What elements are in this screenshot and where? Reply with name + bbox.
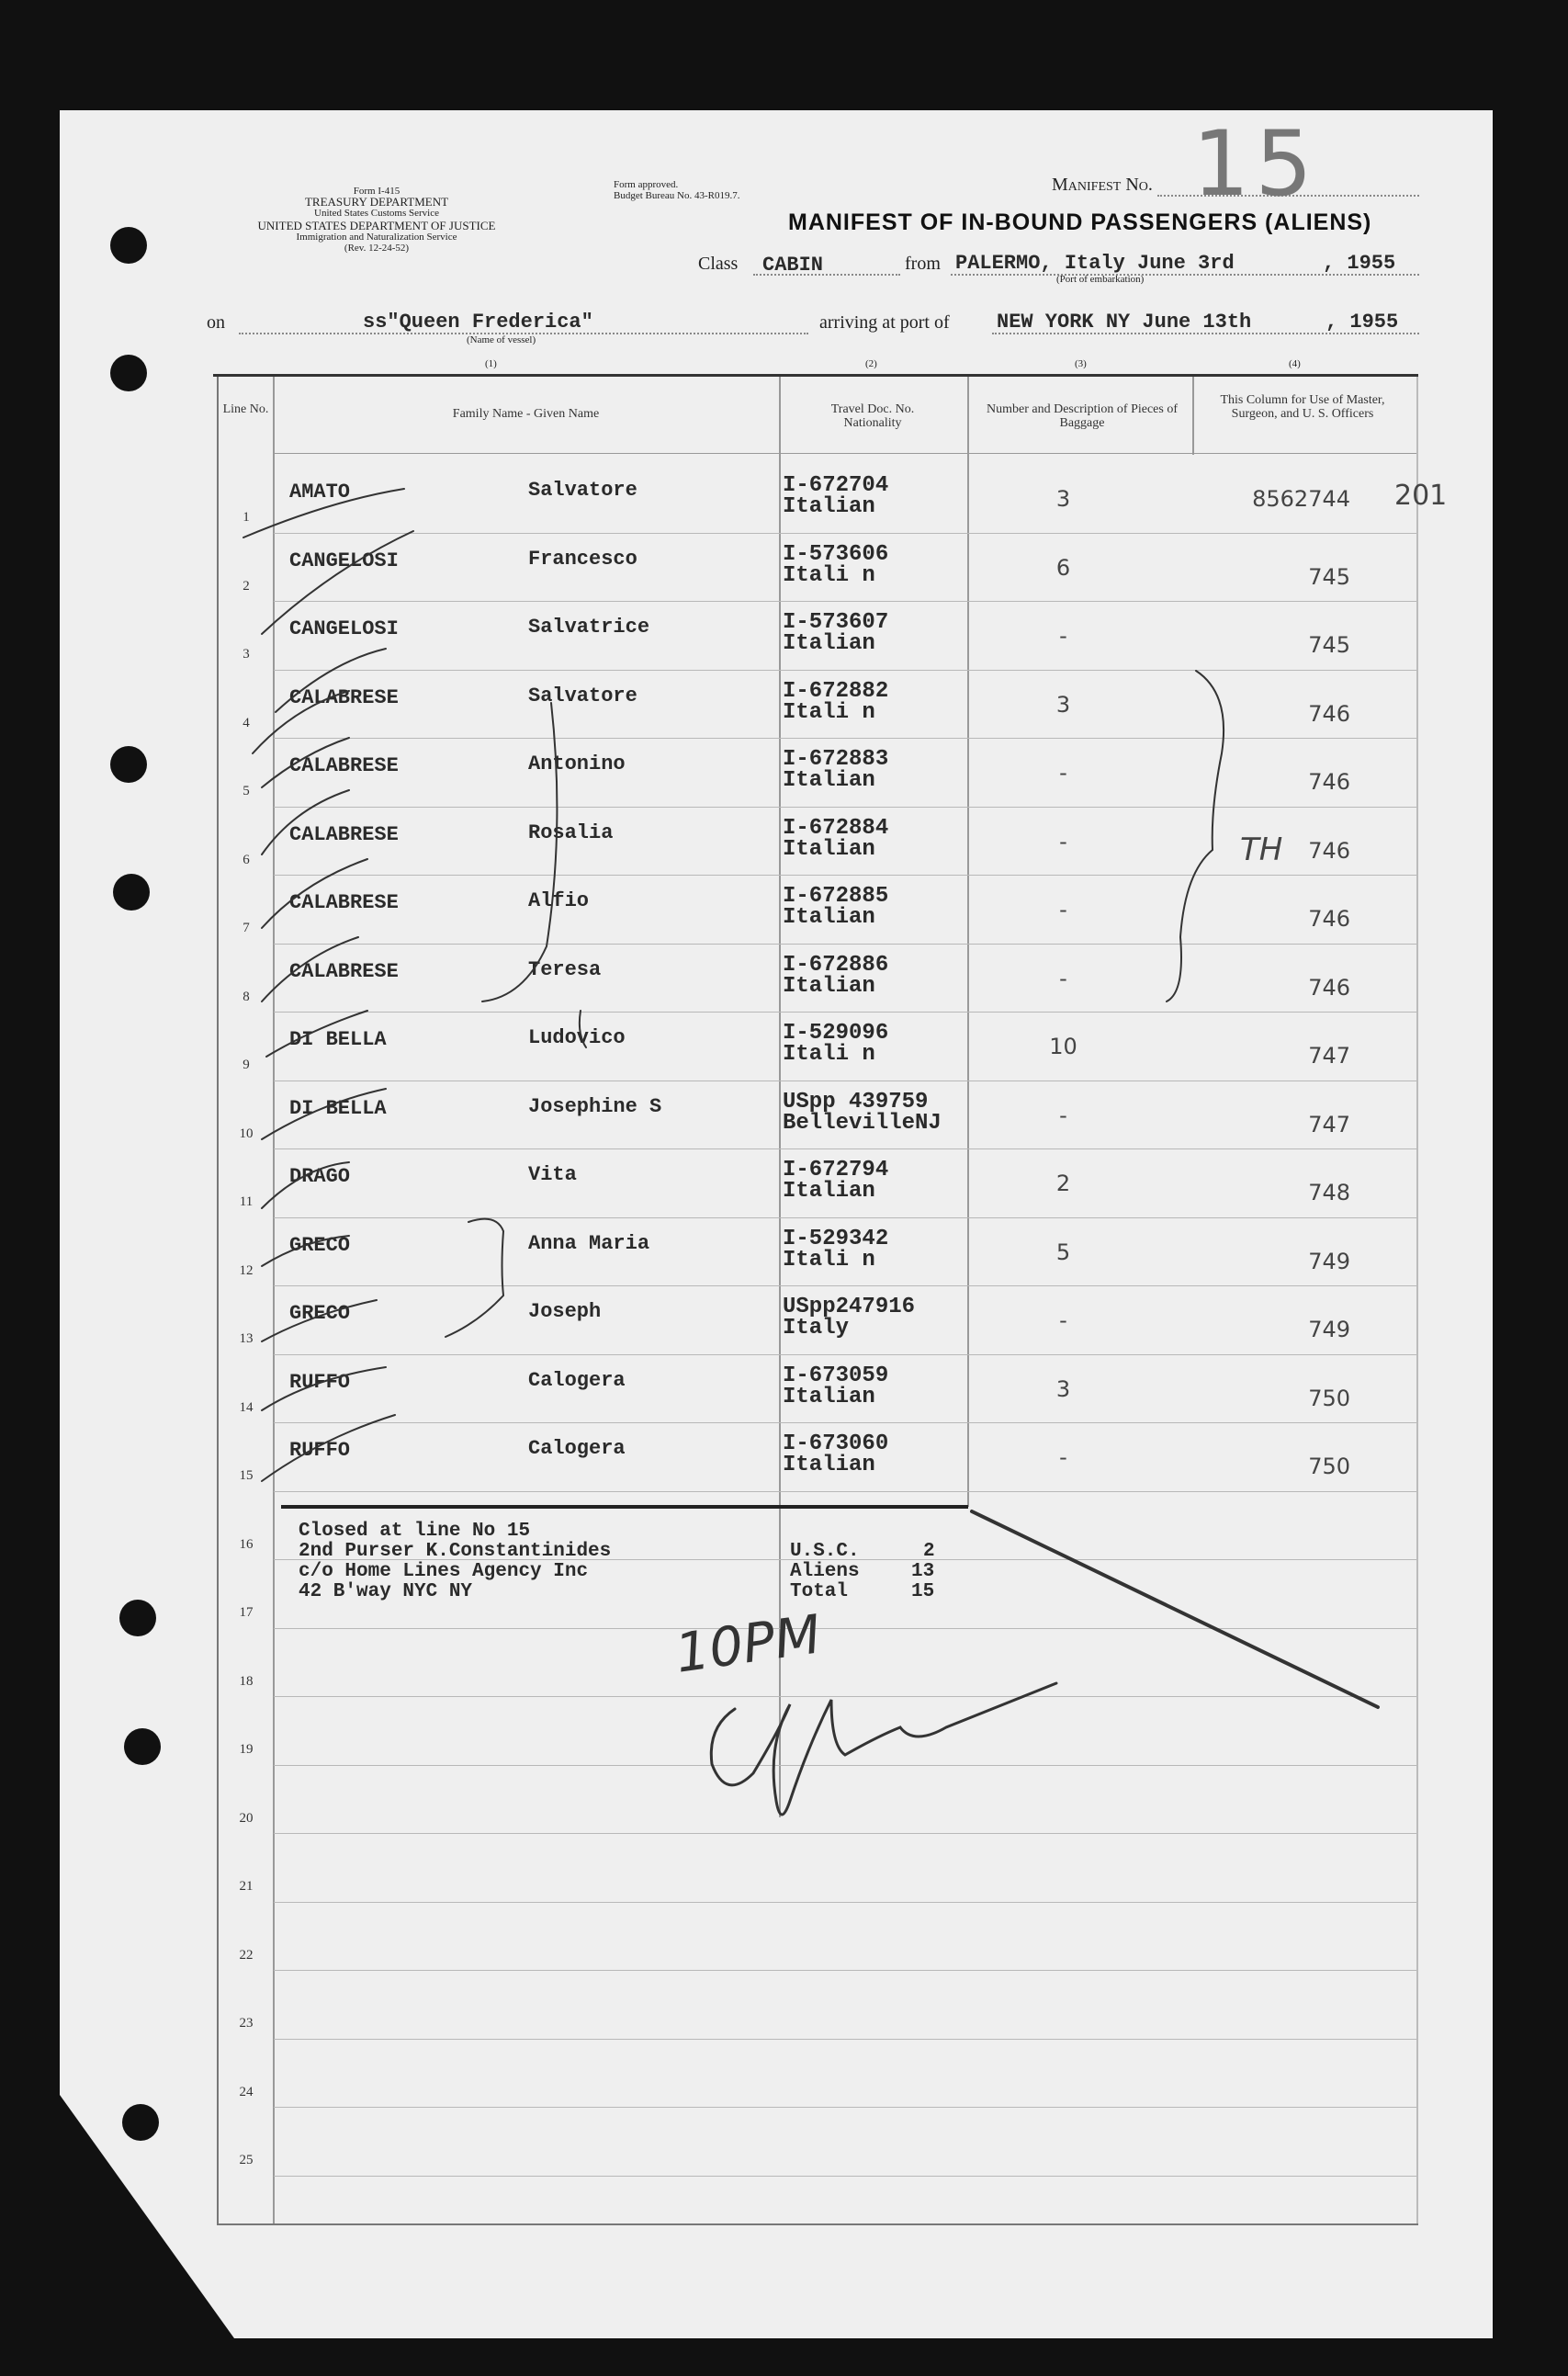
check-mark	[262, 1415, 395, 1481]
col-head-doc: Travel Doc. No. Nationality	[830, 402, 915, 430]
officer-entry: 746	[1308, 769, 1350, 795]
family-name: DI BELLA	[289, 1097, 387, 1120]
arriving-value: NEW YORK NY June 13th	[997, 311, 1252, 334]
officer-entry: 745	[1308, 632, 1350, 658]
baggage-count: -	[1059, 623, 1067, 649]
family-name: DRAGO	[289, 1165, 351, 1188]
form-approved: Form approved.	[614, 179, 679, 190]
form-revision: (Rev. 12-24-52)	[344, 243, 410, 254]
closing-line-3: c/o Home Lines Agency Inc	[299, 1561, 589, 1582]
travel-doc-number: I-672886	[783, 953, 889, 978]
col-head-name: Family Name - Given Name	[452, 407, 600, 421]
bracket-note: TH	[1240, 832, 1283, 868]
line-number: 11	[239, 1194, 254, 1209]
baggage-count: 6	[1055, 555, 1071, 581]
travel-doc-number: I-672704	[783, 473, 889, 498]
given-name: Alfio	[528, 889, 590, 912]
officer-entry: 750	[1308, 1386, 1350, 1411]
aliens-label: Aliens	[790, 1561, 860, 1582]
usc-value: 2	[923, 1541, 935, 1562]
baggage-count: -	[1059, 1444, 1067, 1470]
baggage-count: 3	[1055, 1376, 1071, 1402]
customs-service: United States Customs Service	[314, 208, 439, 219]
travel-doc-number: I-573606	[783, 542, 889, 567]
nationality: Itali n	[783, 563, 875, 588]
travel-doc-number: I-672882	[783, 679, 889, 704]
family-name: CANGELOSI	[289, 617, 399, 640]
line-number: 21	[239, 1879, 254, 1894]
vessel-caption: (Name of vessel)	[467, 334, 536, 345]
nationality: Italian	[783, 837, 875, 862]
manifest-no-label: Manifest No.	[1052, 175, 1153, 195]
check-mark	[262, 937, 358, 1001]
line-number: 9	[243, 1058, 250, 1072]
check-mark	[262, 1367, 386, 1410]
given-name: Calogera	[528, 1369, 626, 1392]
family-name: DI BELLA	[289, 1028, 387, 1051]
check-mark	[262, 531, 413, 634]
check-mark	[262, 790, 349, 854]
nationality: Italian	[783, 1453, 875, 1477]
col-head-baggage: Number and Description of Pieces of Baggage	[987, 402, 1178, 430]
family-bracket	[580, 1011, 586, 1047]
from-value: PALERMO, Italy June 3rd	[955, 252, 1235, 275]
given-name: Teresa	[528, 958, 602, 981]
baggage-count: 2	[1055, 1171, 1071, 1196]
travel-doc-number: I-672884	[783, 816, 889, 841]
usc-label: U.S.C.	[790, 1541, 860, 1562]
given-name: Antonino	[528, 752, 626, 775]
from-label: from	[905, 254, 941, 274]
baggage-count: -	[1059, 897, 1067, 922]
line-number: 20	[239, 1811, 254, 1826]
line-number: 23	[239, 2016, 254, 2031]
closing-line-4: 42 B'way NYC NY	[299, 1581, 473, 1602]
check-mark	[266, 1011, 367, 1057]
col-head-line: Line No.	[222, 402, 269, 416]
nationality: Itali n	[783, 700, 875, 725]
travel-doc-number: I-672794	[783, 1158, 889, 1182]
line-number: 15	[239, 1468, 254, 1483]
given-name: Salvatrice	[528, 616, 650, 639]
col-num-3: (3)	[1075, 358, 1087, 369]
given-name: Salvatore	[528, 479, 637, 502]
travel-doc-number: I-529096	[783, 1021, 889, 1046]
baggage-count: -	[1059, 829, 1067, 854]
check-mark	[262, 1236, 349, 1266]
given-name: Josephine S	[528, 1095, 662, 1118]
travel-doc-number: USpp 439759	[783, 1090, 929, 1114]
officer-entry: 749	[1308, 1249, 1350, 1274]
line-number: 6	[243, 853, 250, 867]
family-name: CALABRESE	[289, 823, 399, 846]
officer-entry: 746	[1308, 838, 1350, 864]
travel-doc-number: I-673059	[783, 1363, 889, 1388]
baggage-count: 3	[1055, 486, 1071, 512]
travel-doc-number: I-672883	[783, 747, 889, 772]
family-bracket	[482, 703, 557, 1001]
line-number: 10	[239, 1126, 254, 1141]
family-name: CALABRESE	[289, 891, 399, 914]
family-name: CALABRESE	[289, 686, 399, 709]
travel-doc-number: I-529342	[783, 1227, 889, 1251]
family-name: CALABRESE	[289, 754, 399, 777]
nationality: Itali n	[783, 1248, 875, 1273]
line-number: 18	[239, 1674, 254, 1689]
baggage-count: -	[1059, 760, 1067, 786]
nationality: Italian	[783, 1179, 875, 1204]
travel-doc-number: I-573607	[783, 610, 889, 635]
col-num-1: (1)	[485, 358, 497, 369]
line-number: 4	[243, 716, 250, 730]
family-name: GRECO	[289, 1234, 351, 1257]
aliens-value: 13	[911, 1561, 935, 1582]
nationality: Italian	[783, 494, 875, 519]
family-name: GRECO	[289, 1302, 351, 1325]
baggage-bracket	[1167, 671, 1224, 1001]
manifest-number: 15	[1192, 112, 1318, 217]
line-number: 8	[243, 990, 250, 1004]
given-name: Anna Maria	[528, 1232, 650, 1255]
cancel-line	[972, 1511, 1378, 1707]
check-mark	[276, 649, 386, 712]
baggage-count: -	[1059, 1103, 1067, 1128]
handwritten-time: 10PM	[671, 1602, 825, 1685]
family-name: RUFFO	[289, 1439, 351, 1462]
nationality: Italian	[783, 768, 875, 793]
line-number: 25	[239, 2153, 254, 2167]
arriving-label: arriving at port of	[819, 312, 950, 333]
check-mark	[262, 859, 367, 928]
officer-entry: 746	[1308, 906, 1350, 932]
officer-entry: 747	[1308, 1043, 1350, 1069]
port-embarkation-caption: (Port of embarkation)	[1056, 274, 1145, 285]
given-name: Joseph	[528, 1300, 602, 1323]
line-number: 19	[239, 1742, 254, 1757]
officer-entry: 749	[1308, 1317, 1350, 1342]
on-label: on	[207, 312, 225, 333]
vessel-name: ss"Queen Frederica"	[363, 311, 593, 334]
arriving-year: , 1955	[1325, 311, 1399, 334]
baggage-count: 3	[1055, 692, 1071, 718]
officer-entry: 746	[1308, 975, 1350, 1001]
travel-doc-number: I-672885	[783, 884, 889, 909]
total-value: 15	[911, 1581, 935, 1602]
greco-bracket	[446, 1219, 503, 1337]
class-label: Class	[698, 254, 739, 274]
baggage-count: -	[1059, 966, 1067, 991]
col-head-officers: This Column for Use of Master, Surgeon, and U. S. Officers	[1220, 393, 1385, 421]
check-mark	[262, 738, 349, 787]
closing-line-2: 2nd Purser K.Constantinides	[299, 1541, 612, 1562]
nationality: Italian	[783, 631, 875, 656]
margin-note: 201	[1394, 480, 1448, 512]
check-mark	[262, 1089, 386, 1139]
officer-entry: 8562744	[1252, 486, 1350, 512]
officer-entry: 750	[1308, 1454, 1350, 1479]
justice-department: UNITED STATES DEPARTMENT OF JUSTICE	[257, 219, 496, 232]
given-name: Vita	[528, 1163, 577, 1186]
line-number: 2	[243, 579, 250, 594]
nationality: Italian	[783, 1385, 875, 1409]
line-number: 22	[239, 1948, 254, 1963]
given-name: Francesco	[528, 548, 637, 571]
family-name: CALABRESE	[289, 960, 399, 983]
line-number: 12	[239, 1263, 254, 1278]
total-label: Total	[790, 1581, 849, 1602]
budget-bureau: Budget Bureau No. 43-R019.7.	[614, 190, 740, 201]
officer-entry: 745	[1308, 564, 1350, 590]
form-number: Form I-415	[353, 186, 400, 197]
manifest-title: MANIFEST OF IN-BOUND PASSENGERS (ALIENS)	[788, 209, 1372, 235]
travel-doc-number: I-673060	[783, 1431, 889, 1456]
baggage-count: 5	[1055, 1239, 1071, 1265]
nationality: Italian	[783, 974, 875, 999]
nationality: Itali n	[783, 1042, 875, 1067]
col-num-2: (2)	[865, 358, 877, 369]
line-number: 24	[239, 2085, 254, 2099]
line-number: 17	[239, 1605, 254, 1620]
family-name: RUFFO	[289, 1371, 351, 1394]
nationality: Italy	[783, 1316, 850, 1341]
officer-entry: 748	[1308, 1180, 1350, 1205]
treasury-department: TREASURY DEPARTMENT	[304, 195, 449, 209]
line-number: 16	[239, 1537, 254, 1552]
naturalization-service: Immigration and Naturalization Service	[296, 232, 457, 243]
line-number: 14	[239, 1400, 254, 1415]
signature	[711, 1683, 1056, 1815]
given-name: Rosalia	[528, 821, 614, 844]
travel-doc-number: USpp247916	[783, 1295, 916, 1319]
line-number: 7	[243, 921, 250, 935]
check-mark	[243, 489, 404, 537]
given-name: Calogera	[528, 1437, 626, 1460]
closing-line-1: Closed at line No 15	[299, 1521, 531, 1542]
baggage-count: 10	[1049, 1034, 1077, 1059]
nationality: Italian	[783, 905, 875, 930]
class-value: CABIN	[762, 254, 824, 277]
given-name: Ludovico	[528, 1026, 626, 1049]
check-mark	[262, 1300, 377, 1341]
line-number: 5	[243, 784, 250, 798]
check-mark	[262, 1162, 349, 1208]
col-num-4: (4)	[1289, 358, 1301, 369]
given-name: Salvatore	[528, 685, 637, 707]
line-number: 3	[243, 647, 250, 662]
officer-entry: 747	[1308, 1112, 1350, 1137]
from-year: , 1955	[1323, 252, 1396, 275]
officer-entry: 746	[1308, 701, 1350, 727]
family-name: AMATO	[289, 481, 351, 503]
line-number: 1	[243, 510, 250, 525]
line-number: 13	[239, 1331, 254, 1346]
family-name: CANGELOSI	[289, 549, 399, 572]
baggage-count: -	[1059, 1307, 1067, 1333]
nationality: BellevilleNJ	[783, 1111, 942, 1136]
